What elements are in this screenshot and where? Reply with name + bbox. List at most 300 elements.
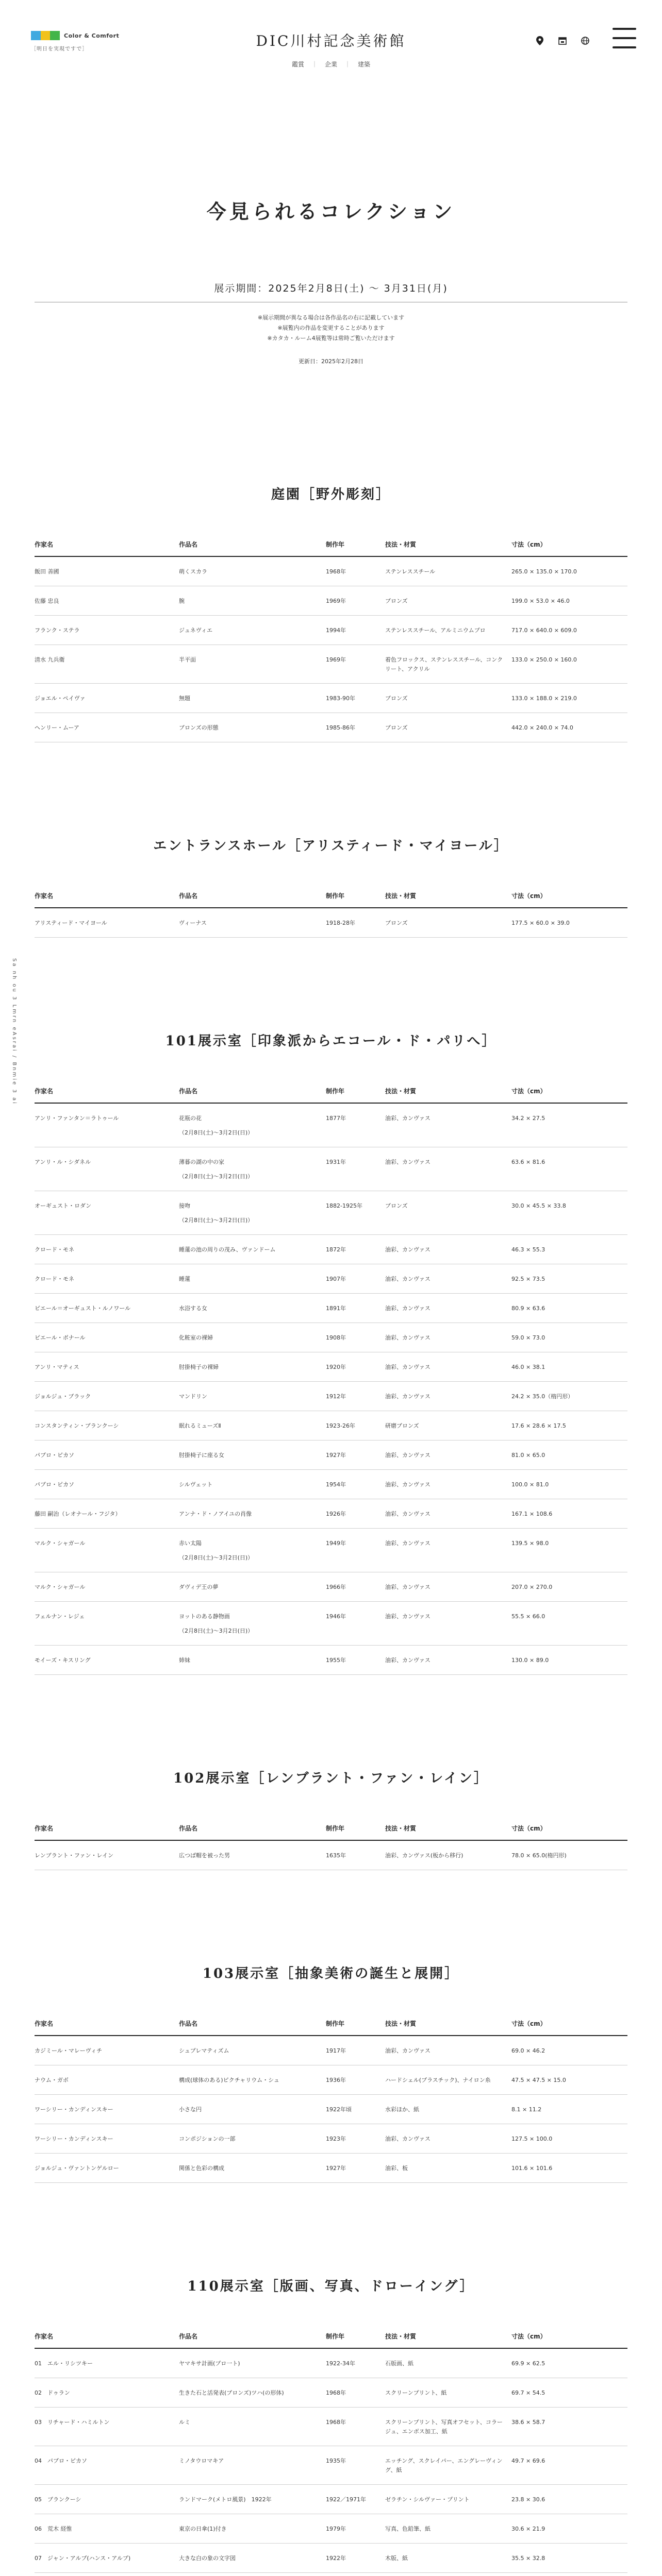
nav-appreciation[interactable]: 鑑賞: [291, 61, 304, 68]
cell-year: [326, 2573, 385, 2576]
artist-text: ナウム・ガボ: [35, 2077, 69, 2083]
medium-text: 写真、色鉛筆、紙: [385, 2526, 431, 2532]
table-row: [35, 2573, 627, 2576]
column-header: 技法・材質: [385, 540, 511, 556]
column-header: 寸法（cm）: [511, 2019, 627, 2036]
work-text: 小さな円: [179, 2106, 202, 2113]
cell-artist: [35, 713, 179, 742]
table-row: [35, 1440, 627, 1470]
table-row: [35, 1323, 627, 1352]
work-text: ヤマキサ計画(プロ一ト): [179, 2360, 240, 2367]
cell-year: [326, 1147, 385, 1191]
work-text: 無題: [179, 695, 190, 702]
cell-artist: [35, 1191, 179, 1235]
collection-table: [35, 540, 627, 742]
medium-text: 油彩、カンヴァス: [385, 1246, 431, 1253]
year-text: 1912年: [326, 1393, 346, 1400]
cell-work: [179, 684, 326, 713]
cell-work: [179, 2065, 326, 2095]
cell-size: [511, 2446, 627, 2485]
brand-name: Color & Comfort: [64, 32, 120, 39]
cell-medium: [385, 2154, 511, 2183]
work-text: マンドリン: [179, 1393, 207, 1400]
collection-table: [35, 891, 627, 938]
cell-artist: [35, 1602, 179, 1646]
artist-text: アンリ・マティス: [35, 1364, 79, 1370]
cell-size: [511, 1529, 627, 1572]
cell-year: [326, 1840, 385, 1870]
cell-medium: [385, 713, 511, 742]
table-row: [35, 1264, 627, 1294]
work-text: 東京の日傘(1)付き: [179, 2526, 227, 2532]
note-line: ※展示期間が異なる場合は各作品名の右に記載しています: [257, 314, 405, 321]
size-text: 199.0 × 53.0 × 46.0: [511, 598, 570, 604]
column-header: 技法・材質: [385, 2332, 511, 2348]
size-text: 177.5 × 60.0 × 39.0: [511, 920, 570, 926]
nav-company[interactable]: 企業: [324, 61, 337, 68]
section-title: 110展示室［版画、写真、ドローイング］: [187, 2279, 475, 2294]
cell-work: [179, 586, 326, 616]
cell-artist: [35, 1352, 179, 1382]
artist-text: パブロ・ピカソ: [35, 1452, 74, 1459]
column-header: 作品名: [179, 540, 326, 556]
artist-text: カジミール・マレーヴィチ: [35, 2047, 103, 2054]
cell-work: [179, 1147, 326, 1191]
cell-medium: [385, 1235, 511, 1264]
cell-work: [179, 2348, 326, 2378]
size-text: 127.5 × 100.0: [511, 2136, 553, 2142]
collection-table: [35, 1824, 627, 1870]
cell-artist: [35, 684, 179, 713]
artist-text: オーギュスト・ロダン: [35, 1202, 92, 1209]
cell-work: [179, 2514, 326, 2544]
cell-size: [511, 616, 627, 645]
cell-work: [179, 1499, 326, 1529]
cell-year: [326, 1191, 385, 1235]
size-text: 46.0 × 38.1: [511, 1364, 545, 1370]
work-text: 赤い太陽: [179, 1540, 202, 1547]
table-row: [35, 2095, 627, 2124]
artist-text: クロード・モネ: [35, 1246, 74, 1253]
work-text: ランドマーク(メトロ風景) 1922年: [179, 2496, 272, 2503]
table-row: [35, 2408, 627, 2446]
medium-text: 油彩、カンヴァス: [385, 1115, 431, 1122]
year-text: 1985-86年: [326, 724, 355, 731]
medium-text: 油彩、カンヴァス: [385, 1481, 431, 1488]
cell-year: [326, 1572, 385, 1602]
cell-artist: [35, 2154, 179, 2183]
cell-work: [179, 1470, 326, 1499]
cell-medium: [385, 2514, 511, 2544]
cell-artist: [35, 1529, 179, 1572]
column-header: 制作年: [326, 540, 385, 556]
artist-text: ジョエル・ペイヴァ: [35, 695, 86, 702]
cell-size: [511, 2348, 627, 2378]
table-row: [35, 684, 627, 713]
cell-artist: [35, 1572, 179, 1602]
cell-medium: [385, 616, 511, 645]
size-text: 133.0 × 188.0 × 219.0: [511, 695, 577, 702]
cell-medium: [385, 1147, 511, 1191]
size-text: 38.6 × 58.7: [511, 2419, 545, 2426]
page-title: 今見られるコレクション: [206, 200, 456, 223]
artist-text: 藤田 嗣治（レオナール・フジタ）: [35, 1511, 121, 1517]
cell-work: [179, 713, 326, 742]
cell-year: [326, 1440, 385, 1470]
size-text: 207.0 × 270.0: [511, 1584, 553, 1590]
medium-text: ステンレススチール、アルミニウムプロ: [385, 627, 486, 634]
cell-size: [511, 1499, 627, 1529]
size-text: 717.0 × 640.0 × 609.0: [511, 627, 577, 634]
hamburger-menu-icon[interactable]: [613, 28, 636, 48]
cell-year: [326, 1646, 385, 1675]
cell-size: [511, 2544, 627, 2573]
cell-work: [179, 1264, 326, 1294]
size-text: 139.5 × 98.0: [511, 1540, 549, 1547]
cell-size: [511, 684, 627, 713]
collection-section: [35, 1963, 627, 2183]
cell-medium: [385, 586, 511, 616]
medium-text: 油彩、カンヴァス: [385, 1159, 431, 1165]
artist-text: 02 ドゥラン: [35, 2389, 70, 2396]
cell-size: [511, 1840, 627, 1870]
cell-artist: [35, 2544, 179, 2573]
cell-work: [179, 1529, 326, 1572]
section-title: エントランスホール［アリスティード・マイヨール］: [153, 838, 509, 854]
artist-text: 06 荒木 経惟: [35, 2526, 72, 2532]
nav-architecture[interactable]: 建築: [358, 61, 371, 68]
cell-medium: [385, 2124, 511, 2154]
top-nav: [0, 60, 662, 69]
cell-artist: [35, 2573, 179, 2576]
cell-work: [179, 1352, 326, 1382]
cell-medium: [385, 2573, 511, 2576]
year-text: 1949年: [326, 1540, 346, 1547]
cell-medium: [385, 908, 511, 938]
cell-size: [511, 1352, 627, 1382]
cell-artist: [35, 1840, 179, 1870]
collection-section: [35, 1030, 627, 1675]
cell-year: [326, 2124, 385, 2154]
cell-artist: [35, 1103, 179, 1147]
cell-medium: [385, 556, 511, 586]
cell-work: [179, 2573, 326, 2576]
column-header: 作家名: [35, 2019, 179, 2036]
medium-text: 石版画、紙: [385, 2360, 413, 2367]
size-text: 30.6 × 21.9: [511, 2526, 545, 2532]
artist-text: アンリ・ファンタン＝ラトゥール: [35, 1115, 119, 1122]
cell-artist: [35, 2378, 179, 2408]
artist-text: 03 リチャード・ハミルトン: [35, 2419, 110, 2426]
year-text: 1922年: [326, 2555, 346, 2562]
cell-medium: [385, 1602, 511, 1646]
work-text: 広つば帽を被った男: [179, 1852, 230, 1859]
cell-artist: [35, 1499, 179, 1529]
cell-year: [326, 1529, 385, 1572]
collection-table: [35, 2019, 627, 2183]
column-header: 寸法（cm）: [511, 1087, 627, 1103]
cell-year: [326, 1103, 385, 1147]
cell-size: [511, 2485, 627, 2514]
cell-artist: [35, 1411, 179, 1440]
cell-year: [326, 1470, 385, 1499]
column-header: 制作年: [326, 2332, 385, 2348]
artist-text: ピエール・ボナール: [35, 1334, 86, 1341]
work-text: 構成(球体のある)ピクチャリウム・シュ: [179, 2077, 279, 2083]
work-text: 睡蓮の池の周りの茂み、ヴァンドーム: [179, 1246, 276, 1253]
cell-size: [511, 645, 627, 684]
cell-artist: [35, 2095, 179, 2124]
cell-medium: [385, 1294, 511, 1323]
globe-icon[interactable]: [581, 36, 590, 45]
cell-year: [326, 1499, 385, 1529]
table-row: [35, 586, 627, 616]
column-header: 作品名: [179, 1824, 326, 1840]
cell-work: [179, 2544, 326, 2573]
note-line: ※展覧内の作品を変更することがあります: [277, 325, 385, 331]
table-row: [35, 1103, 627, 1147]
cell-year: [326, 586, 385, 616]
cell-size: [511, 2154, 627, 2183]
cell-work: [179, 2446, 326, 2485]
work-text: アンナ・ド・ノアイユの肖像: [179, 1511, 252, 1517]
work-text: 眠れるミューズⅡ: [179, 1422, 221, 1429]
work-text: 接吻: [179, 1202, 190, 1209]
medium-text: ブロンズ: [385, 724, 408, 731]
artist-text: ヘンリー・ムーア: [35, 724, 79, 731]
work-text: 半平面: [179, 656, 196, 663]
cell-year: [326, 1352, 385, 1382]
cell-year: [326, 616, 385, 645]
size-text: 35.5 × 32.8: [511, 2555, 545, 2562]
map-pin-icon[interactable]: [535, 36, 544, 45]
work-text: 姉妹: [179, 1657, 190, 1664]
header-icons: [535, 36, 590, 45]
cell-medium: [385, 2036, 511, 2065]
year-text: 1955年: [326, 1657, 346, 1664]
cell-year: [326, 2544, 385, 2573]
medium-text: 油彩、カンヴァス: [385, 1276, 431, 1282]
size-text: 59.0 × 73.0: [511, 1334, 545, 1341]
artist-text: コンスタンティン・ブランクーシ: [35, 1422, 119, 1429]
size-text: 49.7 × 69.6: [511, 2458, 545, 2464]
nav-separator: ｜: [311, 61, 318, 68]
table-row: [35, 1602, 627, 1646]
table-row: [35, 1572, 627, 1602]
cell-size: [511, 1235, 627, 1264]
table-header-row: [35, 1824, 627, 1840]
cell-size: [511, 2124, 627, 2154]
column-header: 作家名: [35, 891, 179, 908]
work-text: ジュネヴィエ: [179, 627, 213, 634]
cell-artist: [35, 2124, 179, 2154]
table-row: [35, 2514, 627, 2544]
cell-work: [179, 2154, 326, 2183]
cell-artist: [35, 2514, 179, 2544]
artist-text: マルク・シャガール: [35, 1584, 86, 1590]
medium-text: 油彩、カンヴァス: [385, 1511, 431, 1517]
column-header: 制作年: [326, 2019, 385, 2036]
work-text: ヨットのある静物画: [179, 1613, 230, 1620]
work-text: シルヴェット: [179, 1481, 213, 1488]
cell-work: [179, 2378, 326, 2408]
artist-text: ジョルジュ・ヴァントンゲルロー: [35, 2165, 119, 2172]
size-text: 442.0 × 240.0 × 74.0: [511, 724, 573, 731]
display-period-note: （2月8日(土)～3月2日(日)）: [179, 1554, 254, 1561]
size-text: 69.7 × 54.5: [511, 2389, 545, 2396]
cell-size: [511, 2095, 627, 2124]
cell-medium: [385, 645, 511, 684]
section-title: 103展示室［抽象美術の誕生と展開］: [202, 1966, 460, 1981]
cell-year: [326, 2446, 385, 2485]
work-text: 薄暮の湖の中の家: [179, 1159, 224, 1165]
artist-text: 清水 九兵衛: [35, 656, 65, 663]
exhibition-period: 展示期間：2025年2月8日(土) ～ 3月31日(月): [35, 281, 627, 302]
year-text: 1968年: [326, 2389, 346, 2396]
medium-text: 油彩、カンヴァス: [385, 1657, 431, 1664]
artist-text: マルク・シャガール: [35, 1540, 86, 1547]
cell-artist: [35, 616, 179, 645]
artist-text: 07 ジャン・アルプ(ハンス・アルプ): [35, 2555, 131, 2562]
artist-text: フランク・ステラ: [35, 627, 80, 634]
cell-year: [326, 1382, 385, 1411]
cell-size: [511, 1440, 627, 1470]
column-header: 寸法（cm）: [511, 540, 627, 556]
medium-text: スクリーンプリント、写真オフセット、コラージュ、エンボス加工、紙: [385, 2419, 503, 2435]
cell-medium: [385, 2485, 511, 2514]
artist-text: 04 パブロ・ピカソ: [35, 2458, 87, 2464]
column-header: 作家名: [35, 2332, 179, 2348]
table-row: [35, 1840, 627, 1870]
table-row: [35, 2446, 627, 2485]
cell-work: [179, 1323, 326, 1352]
column-header: 作家名: [35, 1824, 179, 1840]
column-header: 作品名: [179, 1087, 326, 1103]
size-text: 265.0 × 135.0 × 170.0: [511, 568, 577, 575]
display-period-note: （2月8日(土)～3月2日(日)）: [179, 1217, 254, 1224]
size-text: 47.5 × 47.5 × 15.0: [511, 2077, 566, 2083]
artist-text: 佐藤 忠良: [35, 598, 59, 604]
note-line: ※カタカ・ルーム4展覧等は常時ご覧いただけます: [267, 335, 395, 342]
cell-work: [179, 1840, 326, 1870]
cell-artist: [35, 1294, 179, 1323]
collection-section: [35, 484, 627, 742]
exhibition-notes: [35, 313, 627, 344]
cell-medium: [385, 1499, 511, 1529]
cell-size: [511, 1572, 627, 1602]
cell-medium: [385, 1840, 511, 1870]
year-text: 1968年: [326, 2419, 346, 2426]
table-header-row: [35, 540, 627, 556]
medium-text: 油彩、カンヴァス: [385, 1452, 431, 1459]
cell-work: [179, 2036, 326, 2065]
cell-artist: [35, 2446, 179, 2485]
calendar-icon[interactable]: [558, 36, 567, 45]
size-text: 80.9 × 63.6: [511, 1305, 545, 1312]
cell-work: [179, 645, 326, 684]
year-text: 1979年: [326, 2526, 346, 2532]
artist-text: 01 エル・リシツキー: [35, 2360, 93, 2367]
cell-work: [179, 1411, 326, 1440]
cell-artist: [35, 1235, 179, 1264]
cell-artist: [35, 2485, 179, 2514]
cell-size: [511, 1147, 627, 1191]
table-row: [35, 2036, 627, 2065]
nav-separator: ｜: [344, 61, 351, 68]
cell-year: [326, 645, 385, 684]
cell-size: [511, 1294, 627, 1323]
cell-work: [179, 1191, 326, 1235]
size-text: 8.1 × 11.2: [511, 2106, 542, 2113]
work-text: 腕: [179, 598, 185, 604]
cell-year: [326, 1602, 385, 1646]
size-text: 81.0 × 65.0: [511, 1452, 545, 1459]
display-period-note: （2月8日(土)～3月2日(日)）: [179, 1129, 254, 1136]
cell-size: [511, 2514, 627, 2544]
table-row: [35, 1499, 627, 1529]
cell-work: [179, 2485, 326, 2514]
table-row: [35, 2348, 627, 2378]
table-header-row: [35, 2019, 627, 2036]
cell-medium: [385, 1264, 511, 1294]
cell-medium: [385, 2446, 511, 2485]
section-title: 102展示室［レンブラント・ファン・レイン］: [173, 1771, 489, 1786]
cell-size: [511, 713, 627, 742]
column-header: 技法・材質: [385, 891, 511, 908]
cell-medium: [385, 1382, 511, 1411]
table-header-row: [35, 1087, 627, 1103]
medium-text: ハードシェル(プラスチック)、ナイロン糸: [385, 2077, 491, 2083]
cell-medium: [385, 2378, 511, 2408]
cell-year: [326, 2514, 385, 2544]
cell-size: [511, 1264, 627, 1294]
table-row: [35, 713, 627, 742]
cell-artist: [35, 908, 179, 938]
museum-title[interactable]: DIC川村記念美術館: [256, 32, 406, 49]
cell-work: [179, 1382, 326, 1411]
table-row: [35, 1294, 627, 1323]
work-text: 関係と色彩の構成: [179, 2165, 224, 2172]
year-text: 1635年: [326, 1852, 346, 1859]
medium-text: 油彩、板: [385, 2165, 408, 2172]
table-row: [35, 2124, 627, 2154]
artist-text: 飯田 善國: [35, 568, 59, 575]
size-text: 69.0 × 46.2: [511, 2047, 545, 2054]
cell-medium: [385, 2095, 511, 2124]
cell-size: [511, 2573, 627, 2576]
cell-work: [179, 616, 326, 645]
cell-medium: [385, 1470, 511, 1499]
cell-work: [179, 1235, 326, 1264]
size-text: 130.0 × 89.0: [511, 1657, 549, 1664]
cell-size: [511, 1382, 627, 1411]
medium-text: 研磨ブロンズ: [385, 1422, 419, 1429]
year-text: 1922／1971年: [326, 2496, 366, 2503]
work-text: コンポジションの一部: [179, 2136, 236, 2142]
cell-size: [511, 1602, 627, 1646]
medium-text: 油彩、カンヴァス: [385, 1364, 431, 1370]
year-text: 1969年: [326, 598, 346, 604]
year-text: 1994年: [326, 627, 346, 634]
cell-year: [326, 1235, 385, 1264]
site-header: [0, 0, 662, 77]
table-row: [35, 1411, 627, 1440]
cell-artist: [35, 2408, 179, 2446]
medium-text: 油彩、カンヴァス(板から移行): [385, 1852, 464, 1859]
cell-year: [326, 1294, 385, 1323]
size-text: 101.6 × 101.6: [511, 2165, 553, 2172]
table-row: [35, 556, 627, 586]
